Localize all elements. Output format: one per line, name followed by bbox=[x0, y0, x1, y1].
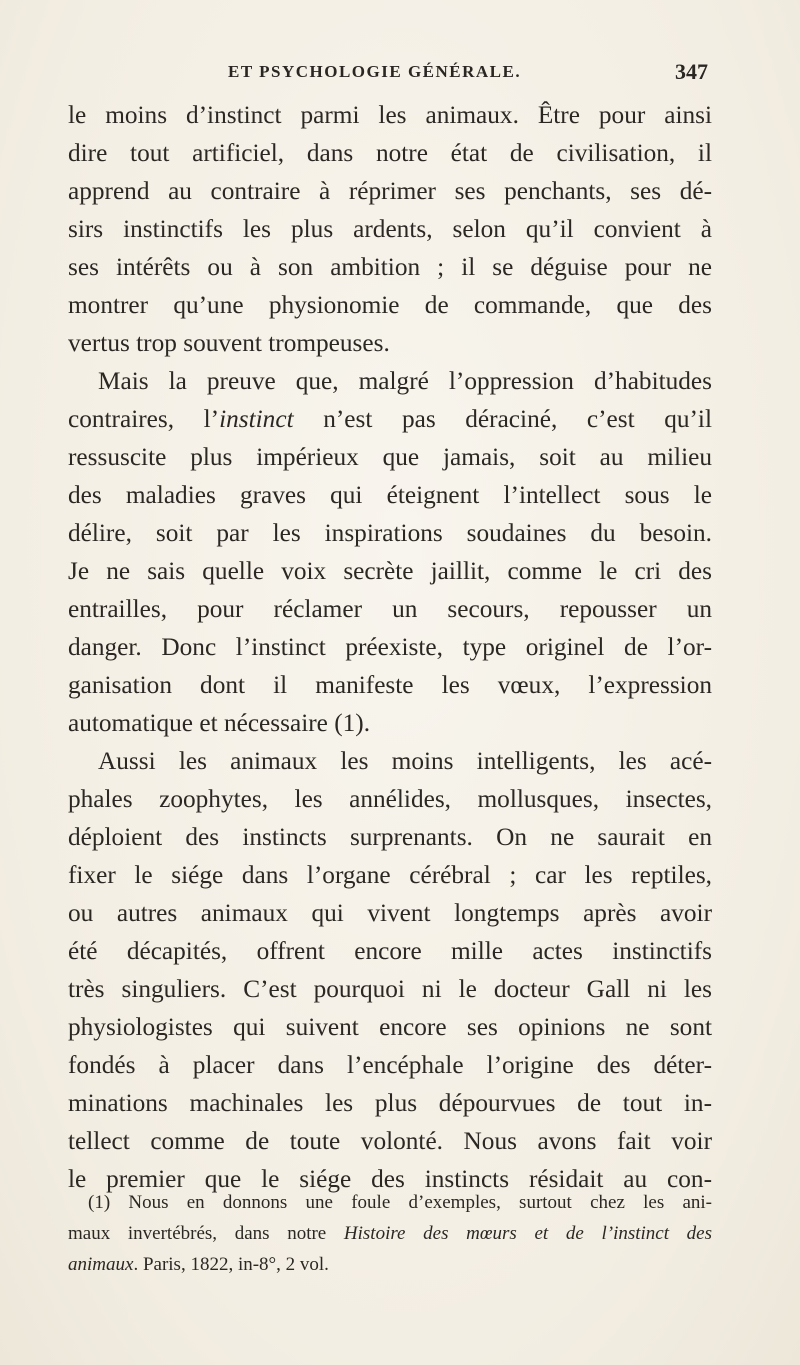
text-segment: contraires, l’ bbox=[68, 405, 220, 433]
text-line: Aussi les animaux les moins intelligents, les acé- bbox=[98, 747, 712, 775]
text-line: le moins d’instinct parmi les animaux. Être pour ainsi bbox=[68, 101, 712, 129]
text-line: été décapités, offrent encore mille actes instinctifs bbox=[68, 937, 712, 965]
text-line: déploient des instincts surprenants. On ne saurait en bbox=[68, 823, 712, 851]
text-line: danger. Donc l’instinct préexiste, type originel de l’or- bbox=[68, 633, 712, 661]
text-line: phales zoophytes, les annélides, mollusques, insectes, bbox=[68, 785, 712, 813]
page-number: 347 bbox=[675, 59, 708, 84]
text-line: minations machinales les plus dépourvues de tout in- bbox=[68, 1089, 712, 1117]
text-line: ressuscite plus impérieux que jamais, soit au milieu bbox=[68, 443, 712, 471]
footnote bbox=[68, 1187, 712, 1280]
text-segment: . Paris, 1822, in-8°, 2 vol. bbox=[133, 1254, 329, 1275]
text-line: fondés à placer dans l’encéphale l’origine des déter- bbox=[68, 1051, 712, 1079]
text-line: automatique et nécessaire (1). bbox=[68, 709, 371, 737]
text-line: des maladies graves qui éteignent l’intellect sous le bbox=[68, 481, 712, 509]
text-line: ou autres animaux qui vivent longtemps après avoir bbox=[68, 899, 712, 927]
text-line: très singuliers. C’est pourquoi ni le docteur Gall ni les bbox=[68, 975, 712, 1003]
text-line: fixer le siége dans l’organe cérébral ; car les reptiles, bbox=[68, 861, 712, 889]
text-line: physiologistes qui suivent encore ses opinions ne sont bbox=[68, 1013, 712, 1041]
body-text bbox=[68, 96, 712, 1198]
text-line: entrailles, pour réclamer un secours, repousser un bbox=[68, 595, 712, 623]
running-head: ET PSYCHOLOGIE GÉNÉRALE. bbox=[228, 62, 522, 81]
text-line: apprend au contraire à réprimer ses penchants, ses dé- bbox=[68, 177, 712, 205]
text-line: ganisation dont il manifeste les vœux, l’expression bbox=[68, 671, 712, 699]
text-line bbox=[68, 400, 712, 438]
text-line: délire, soit par les inspirations soudaines du besoin. bbox=[68, 519, 712, 547]
footnote-line bbox=[68, 1218, 712, 1249]
text-segment: maux invertébrés, dans notre bbox=[68, 1223, 344, 1244]
text-line: Je ne sais quelle voix secrète jaillit, comme le cri des bbox=[68, 557, 712, 585]
book-title: animaux bbox=[68, 1254, 134, 1275]
footnote-line bbox=[68, 1249, 712, 1280]
text-line: dire tout artificiel, dans notre état de civilisation, il bbox=[68, 139, 712, 167]
text-line: Mais la preuve que, malgré l’oppression d’habitudes bbox=[98, 367, 712, 395]
italic-term: instinct bbox=[219, 405, 294, 433]
text-segment: n’est pas déraciné, c’est qu’il bbox=[293, 405, 712, 433]
text-line: le premier que le siége des instincts résidait au con- bbox=[68, 1165, 712, 1193]
book-title: Histoire des mœurs et de l’instinct des bbox=[343, 1223, 713, 1244]
text-line: sirs instinctifs les plus ardents, selon qu’il convient à bbox=[68, 215, 712, 243]
text-line: vertus trop souvent trompeuses. bbox=[68, 329, 390, 357]
text-line: tellect comme de toute volonté. Nous avons fait voir bbox=[68, 1127, 712, 1155]
page-header bbox=[68, 59, 708, 92]
text-line: ses intérêts ou à son ambition ; il se déguise pour ne bbox=[68, 253, 712, 281]
text-line: montrer qu’une physionomie de commande, que des bbox=[68, 291, 712, 319]
footnote-line: (1) Nous en donnons une foule d’exemples, surtout chez les ani- bbox=[88, 1192, 712, 1213]
